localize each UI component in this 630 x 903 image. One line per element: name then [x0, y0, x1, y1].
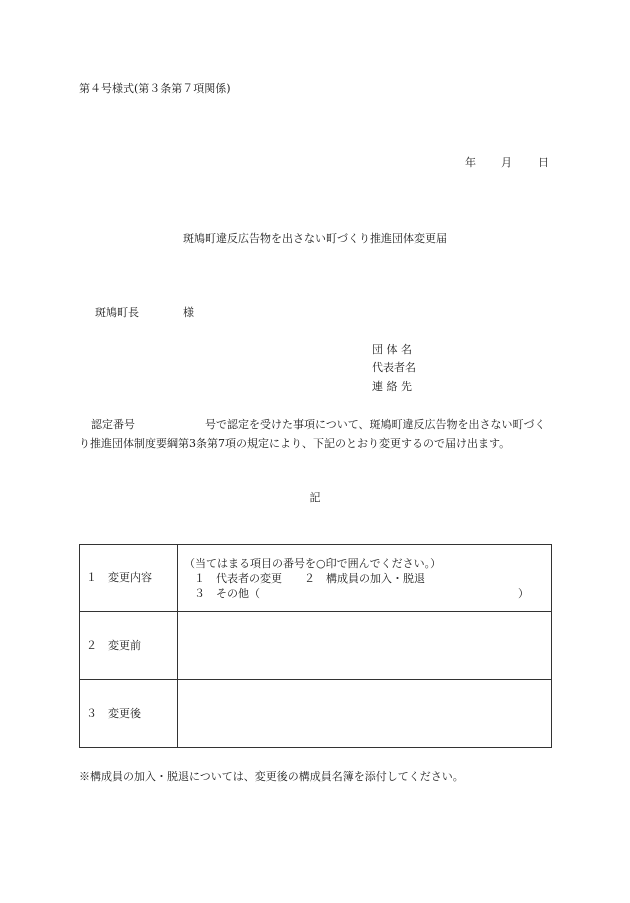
after-cell [178, 680, 552, 748]
options-line [184, 571, 545, 586]
certification-number-label: 認定番号 [91, 418, 135, 431]
document-title: 斑鳩町違反広告物を出さない町づくり推進団体変更届 [183, 232, 447, 245]
option-member-change: ２ 構成員の加入・脱退 [304, 571, 425, 585]
date-year-label: 年 [465, 156, 476, 169]
date-day-label: 日 [538, 156, 549, 169]
table-row-change-content [80, 545, 552, 612]
body-text-line1-rest: 号で認定を受けた事項について、斑鳩町違反広告物を出さない町づく [205, 418, 546, 431]
table-row-after [80, 680, 552, 748]
addressee-name: 斑鳩町長 [95, 306, 139, 319]
option-representative-change: １ 代表者の変更 [194, 571, 282, 585]
date-month-label: 月 [501, 156, 512, 169]
changes-table [79, 544, 552, 748]
footnote: ※構成員の加入・脱退については、変更後の構成員名簿を添付してください。 [79, 770, 464, 783]
addressee-honorific: 様 [183, 306, 194, 319]
body-text-line1 [91, 418, 546, 431]
after-label: ３ 変更後 [80, 680, 178, 748]
body-text-line2: り推進団体制度要綱第3条第7項の規定により、下記のとおり変更するので届け出ます。 [79, 437, 511, 450]
group-name-label: 団 体 名 [372, 343, 412, 356]
option-other-line [184, 586, 545, 601]
before-cell [178, 612, 552, 680]
change-content-cell [178, 545, 552, 612]
table-row-before [80, 612, 552, 680]
instruction-text: （当てはまる項目の番号を○印で囲んでください。） [184, 556, 442, 570]
change-content-label: １ 変更内容 [80, 545, 178, 612]
option-other-close: ） [518, 586, 529, 600]
form-number: 第４号様式(第３条第７項関係) [79, 82, 231, 95]
option-other: ３ その他（ [194, 586, 260, 600]
representative-label: 代表者名 [372, 361, 416, 374]
before-label: ２ 変更前 [80, 612, 178, 680]
contact-label: 連 絡 先 [372, 380, 412, 393]
ki-heading: 記 [309, 491, 321, 504]
